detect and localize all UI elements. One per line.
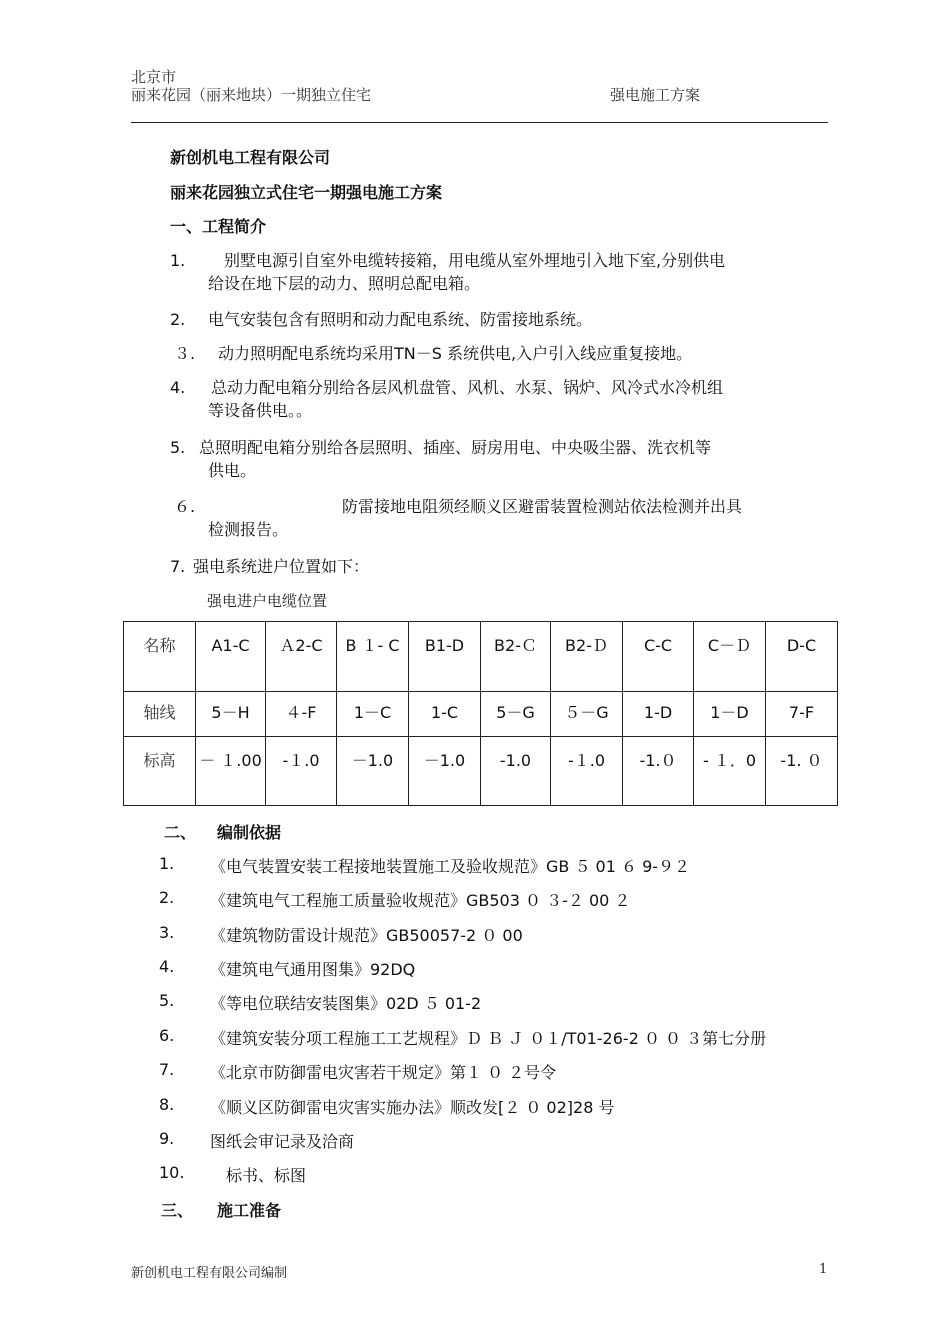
intro-item-2-line1: 电气安装包含有照明和动力配电系统、防雷接地系统。 (208, 310, 593, 329)
table-cell: ５－G (551, 692, 623, 736)
ref-7-num: 7. (159, 1060, 175, 1079)
section2-heading: 编制依据 (217, 823, 282, 842)
table-cell: Ａ2-C (266, 622, 337, 692)
table-cell: －1.0 (409, 736, 481, 805)
ref-10-num: 10. (159, 1163, 185, 1182)
table-cell: 5－H (196, 692, 266, 736)
table-cell: B １- C (337, 622, 409, 692)
table-cell: -1.0 (481, 736, 551, 805)
intro-item-7-num: 7. (170, 557, 186, 576)
intro-item-5-line1: 总照明配电箱分别给各层照明、插座、厨房用电、中央吸尘器、洗衣机等 (199, 438, 712, 457)
table-header-name: 名称 (124, 622, 196, 692)
document-title: 丽来花园独立式住宅一期强电施工方案 (170, 183, 443, 202)
intro-item-1-line2: 给设在地下层的动力、照明总配电箱。 (208, 274, 481, 293)
footer-company: 新创机电工程有限公司编制 (131, 1266, 288, 1281)
ref-1-num: 1. (159, 854, 175, 873)
table-header-elevation: 标高 (124, 736, 196, 805)
intro-item-7-line1: 强电系统进户位置如下： (193, 557, 370, 576)
table-cell: B2-Ｃ (481, 622, 551, 692)
section1-heading: 一、工程简介 (170, 217, 267, 236)
intro-item-4-num: 4. (170, 378, 186, 397)
header-project: 丽来花园（丽来地块）一期独立住宅 (131, 86, 372, 104)
intro-item-6-line1: 防雷接地电阻须经顺义区避雷装置检测站依法检测并出具 (342, 497, 743, 516)
table-cell: B1-D (409, 622, 481, 692)
table-row-elevation (124, 736, 838, 805)
header-divider (131, 122, 828, 123)
table-cell: 1-D (623, 692, 694, 736)
table-header-axis: 轴线 (124, 692, 196, 736)
table-cell: 7-F (766, 692, 838, 736)
ref-2-text: 《建筑电气工程施工质量验收规范》GB503 ０ ３-２ 00 ２ (210, 891, 631, 910)
intro-item-3-line1: 动力照明配电系统均采用TN－S 系统供电,入户引入线应重复接地。 (218, 344, 693, 363)
table-cell: － １.00 (196, 736, 266, 805)
section3-heading: 施工准备 (217, 1201, 282, 1220)
intro-item-4-line1: 总动力配电箱分别给各层风机盘管、风机、水泵、锅炉、风冷式水冷机组 (211, 378, 724, 397)
header-doc-type: 强电施工方案 (610, 86, 701, 104)
company-title: 新创机电工程有限公司 (170, 148, 331, 167)
intro-item-6-line2: 检测报告。 (208, 520, 289, 539)
section3-num: 三、 (161, 1201, 194, 1220)
ref-9-num: 9. (159, 1129, 175, 1148)
table-cell: C-C (623, 622, 694, 692)
table-caption: 强电进户电缆位置 (207, 592, 328, 610)
ref-7-text: 《北京市防御雷电灾害若干规定》第１ ０ ２号令 (210, 1063, 557, 1082)
table-cell: －1.0 (337, 736, 409, 805)
table-cell: -1. ０ (766, 736, 838, 805)
ref-6-text: 《建筑安装分项工程施工工艺规程》Ｄ Ｂ Ｊ ０１/T01-26-2 ０ ０ ３第七分册 (210, 1029, 767, 1048)
table-cell: C－Ｄ (694, 622, 766, 692)
ref-6-num: 6. (159, 1026, 175, 1045)
intro-item-2-num: 2. (170, 310, 186, 329)
table-cell: -１.0 (266, 736, 337, 805)
table-cell: 5－G (481, 692, 551, 736)
table-cell: 1－D (694, 692, 766, 736)
ref-8-num: 8. (159, 1095, 175, 1114)
footer-page-number: 1 (819, 1262, 828, 1277)
ref-4-text: 《建筑电气通用图集》92DQ (210, 960, 416, 979)
table-cell: - １．0 (694, 736, 766, 805)
ref-2-num: 2. (159, 888, 175, 907)
intro-item-1-num: 1. (170, 251, 186, 270)
ref-9-text: 图纸会审记录及洽商 (210, 1132, 355, 1151)
table-cell: D-C (766, 622, 838, 692)
intro-item-6-num: ６. (174, 497, 196, 516)
section2-num: 二、 (164, 823, 197, 842)
intro-item-5-num: 5. (170, 438, 186, 457)
table-cell: ４-F (266, 692, 337, 736)
ref-5-num: 5. (159, 991, 175, 1010)
table-row-axis (124, 692, 838, 736)
ref-8-text: 《顺义区防御雷电灾害实施办法》顺改发[２ ０ 02]28 号 (210, 1098, 615, 1117)
ref-5-text: 《等电位联结安装图集》02D ５ 01-2 (210, 994, 482, 1013)
table-cell: A1-C (196, 622, 266, 692)
table-cell: 1-C (409, 692, 481, 736)
ref-10-text: 标书、标图 (226, 1166, 307, 1185)
cable-entry-table (123, 621, 838, 806)
intro-item-5-line2: 供电。 (208, 461, 257, 480)
table-cell: -１.0 (551, 736, 623, 805)
header-city: 北京市 (131, 68, 177, 86)
intro-item-1-line1: 别墅电源引自室外电缆转接箱，用电缆从室外埋地引入地下室,分别供电 (224, 251, 726, 270)
table-cell: B2-Ｄ (551, 622, 623, 692)
ref-3-num: 3. (159, 923, 175, 942)
table-cell: 1－C (337, 692, 409, 736)
ref-4-num: 4. (159, 957, 175, 976)
table-cell: -1.０ (623, 736, 694, 805)
intro-item-4-line2: 等设备供电。。 (208, 401, 313, 420)
ref-1-text: 《电气装置安装工程接地装置施工及验收规范》GB ５ 01 ６ 9-９２ (210, 857, 691, 876)
ref-3-text: 《建筑物防雷设计规范》GB50057-2 ０ 00 (210, 926, 523, 945)
table-row-name (124, 622, 838, 692)
intro-item-3-num: ３. (174, 344, 196, 363)
